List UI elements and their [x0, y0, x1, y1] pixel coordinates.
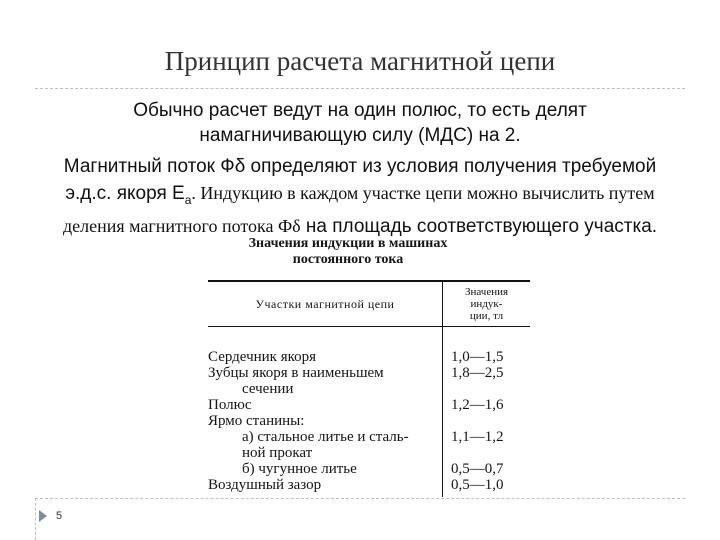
page-number: 5	[56, 510, 63, 522]
table-caption-line1: Значения индукции в машинах	[248, 236, 448, 251]
header-values	[442, 282, 530, 326]
table-row-value: 0,5—0,7	[451, 461, 504, 477]
footer-side-divider	[35, 498, 36, 540]
table-values	[442, 327, 530, 497]
table-row-label: Сердечник якоря	[208, 349, 317, 365]
table-body	[208, 349, 530, 497]
table-row-label: Ярмо станины:	[208, 413, 305, 429]
paragraph-intro	[60, 98, 660, 148]
bullet-arrow-icon	[39, 510, 47, 522]
table-row-label: б) чугунное литье	[242, 461, 357, 477]
emf-text: э.д.с. якоря Е	[65, 183, 185, 204]
area-text: на площадь соответствующего участка.	[300, 215, 658, 237]
emf-subscript: а	[184, 192, 192, 207]
paragraph-flux-line1: Магнитный поток Фδ определяют из условия получения требуемой	[63, 156, 657, 177]
induction-table	[208, 236, 530, 497]
paragraph-intro-line2: намагничивающую силу (МДС) на 2.	[199, 125, 521, 146]
title-divider	[35, 88, 685, 89]
paragraph-intro-line1: Обычно расчет ведут на один полюс, то есть делят	[133, 100, 587, 121]
table-row-label: ной прокат	[242, 445, 313, 461]
table-row-value: 1,2—1,6	[451, 397, 504, 413]
table-row-value: 1,0—1,5	[451, 349, 504, 365]
header-values-line1: Значения	[464, 286, 509, 298]
header-values-line2: индук-	[470, 298, 503, 310]
table-row-label: Полюс	[208, 397, 252, 413]
table-header	[208, 282, 530, 326]
table-caption-line2: постоянного тока	[292, 252, 404, 267]
slide-title: Принцип расчета магнитной цепи	[164, 46, 556, 76]
induction-text: . Индукцию в каждом участке цепи можно вычислить путем	[191, 183, 655, 203]
table-row-value: 1,8—2,5	[451, 365, 504, 381]
paragraph-flux	[20, 154, 700, 240]
table-row-value: 1,1—1,2	[451, 429, 504, 445]
footer-divider	[35, 498, 685, 499]
table-labels	[208, 349, 442, 497]
table-caption	[228, 236, 468, 268]
division-text: деления магнитного потока Фδ	[62, 215, 301, 236]
table-row-value	[451, 413, 530, 429]
header-values-line3: ции, тл	[469, 310, 504, 322]
paragraph-flux-line2	[20, 180, 700, 213]
table-row-label: сечении	[242, 381, 294, 397]
table-row-label: а) стальное литье и сталь-	[242, 429, 409, 445]
table-row-value: 0,5—1,0	[451, 477, 504, 493]
table-row-value	[451, 445, 530, 461]
table-row-value	[451, 381, 530, 397]
header-sections: Участки магнитной цепи	[255, 296, 395, 311]
table-row-label: Воздушный зазор	[208, 477, 322, 493]
table-row-label: Зубцы якоря в наименьшем	[208, 365, 384, 381]
